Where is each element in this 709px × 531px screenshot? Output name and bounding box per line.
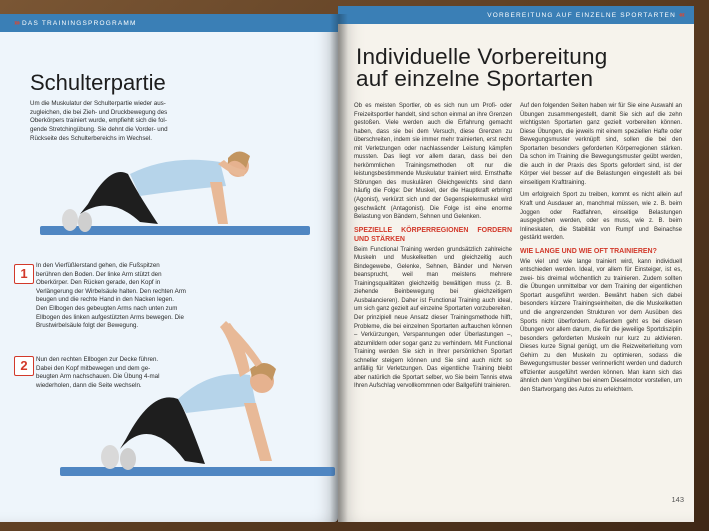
- right-header-label: VORBEREITUNG AUF EINZELNE SPORTARTEN: [487, 12, 676, 19]
- step-text-2: Nun den rechten Ellbogen zur Decke führen. Dabei den Kopf mitbewegen und dem gebeugten Arm nachschauen. Die Übung 4-mal wiederholen, dann die Seite wechseln.: [36, 356, 160, 389]
- col1-paragraph-2: Beim Functional Training werden grundsätzlich zahlreiche Muskeln und Muskelketten und gleichzeitig auch Bindegewebe, Gelenke, Sehnen, Bänder und Nerven beansprucht, weil man meistens mehrere Trainingsqualitäten gleichzeitig bewältigen muss (z. B. ziehende Beinbewegung bei gleichzeitigem Ausbalancieren). Daher ist Functional Training auch ideal, um sich ganz gezielt auf einzelne Sportarten vorzubereiten. Der prinzipiell neue Ansatz dieser Trainingsmethode hilft, Probleme, die bei einzelnen Sportarten auftauchen können – Verkürzungen, Verspannungen oder Überlastungen –, abzumildern oder sogar ganz zu verhindern. Mit Functional Training werden Sie sich in Ihrer persönlichen Sportart schneller steigern können und Sie sind auch nicht so anfällig für Verletzungen. Das eigentliche Training bleibt aber natürlich die Sportart selber, wo Sie beim Tennis etwa Ihren Aufschlag vervollkommnen oder Ballgefühl trainieren.: [354, 246, 512, 390]
- left-header-label: DAS TRAININGSPROGRAMM: [22, 20, 137, 27]
- col1-paragraph-1: Ob es meisten Sportler, ob es sich nun um Profi- oder Freizeitsportler handelt, sind schon einmal an ihre Grenzen gestoßen. Viele werden auch die Erfahrung gemacht haben, dass sie bei dem Versuch, diese Grenzen zu überschreiten, indem sie immer mehr trainierten, erst recht mit Verletzungen oder nachlassender Leistung kämpfen mussten. Das liegt vor allem daran, dass bei den herkömmlichen Trainingsmethoden oft nur die leistungsbestimmende Muskulatur trainiert wird. Ernsthafte Störungen des muskulären Gleichgewichts sind dann häufig die Folge: Der Muskel, der die Hauptkraft erbringt (Agonist), verkürzt sich und der Gegenspielermuskel wird geschwächt (Antagonist). Die Folge ist eine enorme Belastung von Bändern, Sehnen und Gelenken.: [354, 103, 512, 221]
- chevron-left-icon: ‹‹‹: [679, 10, 684, 19]
- col2-subheading: WIE LANGE UND WIE OFT TRAINIEREN?: [520, 247, 657, 255]
- intro-text: Um die Muskulatur der Schulterpartie wieder auszugleichen, die bei Zieh- und Druckbewegung des Oberkörpers trainiert wurde, empfiehlt sich die folgende Stretchingübung. Sie dehnt die Vorder- und Rückseite des Schulterbereichs im Wechsel.: [30, 100, 168, 142]
- right-header: [487, 10, 684, 19]
- page-title: [356, 46, 607, 90]
- col2-paragraph-1: Auf den folgenden Seiten haben wir für Sie eine Auswahl an Übungen zusammengestellt, damit Sie sich auf die zehn wichtigsten Sportarten ganz gezielt vorbereiten können. Diese Übungen, die jeweils mit einem speziellen Hafte oder Bewegungsmuster verknüpft sind, sollen die bei den Sportarten besonders geforderten Körperregionen stärken. Da schon im Training die Bewegungsmuster geübt werden, die auch in der Praxis des Sports gefordert sind, ist der Körper viel besser auf die Belastungen eingestellt als bei einseitigem Krafttraining.: [520, 103, 682, 186]
- book-gutter: [330, 14, 348, 522]
- section-title: Schulterpartie: [30, 70, 166, 95]
- step-number-1: 1: [14, 264, 34, 284]
- col2-paragraph-3: Wie viel und wie lange trainiert wird, kann individuell entschieden werden. Ideal, vor allem für Einsteiger, ist es, zwei- bis dreimal wöchentlich zu trainieren. Zudem sollten die Übungen unmittelbar vor dem Training der eigentlichen Sportart ausgeführt werden. Bewährt haben sich dabei besonders kürzere Trainingseinheiten, die die Muskelketten und die angrenzenden Strukturen vor dem Ausüben des Sports nicht überfordern. Außerdem geht es bei diesen Übungen vor allem darum, die für die jeweilige Sportdisziplin besonders geforderten Muskeln nur kurz zu aktivieren. Dieses kurze Signal genügt, um die Reizweiterleitung vom Gehirn zu den Muskeln zu optimieren, sodass die Bewegungsmuster besser verinnerlicht werden und dadurch effizienter ausgeführt werden können. Man kann sich das ähnlich dem Vorglühen bei einem Dieselmotor vorstellen, um den Startvorgang des Autos zu erleichtern.: [520, 258, 682, 393]
- exercise-figure-2-illustration: [60, 309, 335, 489]
- text-column-2: [520, 102, 682, 395]
- step-text-1: In den Vierfüßlerstand gehen, die Fußspitzen berühren den Boden. Der linke Arm stützt den Oberkörper. Den Rücken gerade, den Kopf in Verlängerung der Wirbelsäule halten. Den rechten Arm beugen und die rechte Hand in den Nacken legen. Den Ellbogen des gebeugten Arms nach unten zum Ellbogen des linken aufgestützten Arms bewegen. Die Brustwirbelsäule folgt der Bewegung.: [36, 262, 186, 330]
- left-header-bar: [0, 14, 338, 32]
- page-number: 143: [671, 495, 684, 504]
- right-header-bar: [338, 6, 694, 24]
- col1-subheading: SPEZIELLE KÖRPERREGIONEN FORDERN UND STÄRKEN: [354, 226, 512, 243]
- page-title-line-1: Individuelle Vorbereitung: [356, 44, 608, 69]
- right-page: [338, 6, 694, 522]
- exercise-photo-2: [60, 309, 335, 489]
- col2-paragraph-2: Um erfolgreich Sport zu treiben, kommt es nicht allein auf Kraft und Ausdauer an, manchmal müssen, wie z. B. beim Joggen oder Radfahren, einseitige Belastungen ausgeglichen werden, oder es muss, wie z. B. beim Inlineskaten, die Stabilität von Rumpf und Beinachse gestärkt werden.: [520, 192, 682, 242]
- step-number-2: 2: [14, 356, 34, 376]
- text-column-1: [354, 102, 512, 391]
- page-title-line-2: auf einzelne Sportarten: [356, 66, 594, 91]
- chevron-icon: ›››: [14, 18, 19, 27]
- left-page: [0, 14, 338, 522]
- exercise-figure-1-illustration: [40, 134, 310, 254]
- exercise-mat-icon: [60, 467, 335, 476]
- exercise-photo-1: [40, 134, 310, 254]
- left-header: [14, 18, 137, 27]
